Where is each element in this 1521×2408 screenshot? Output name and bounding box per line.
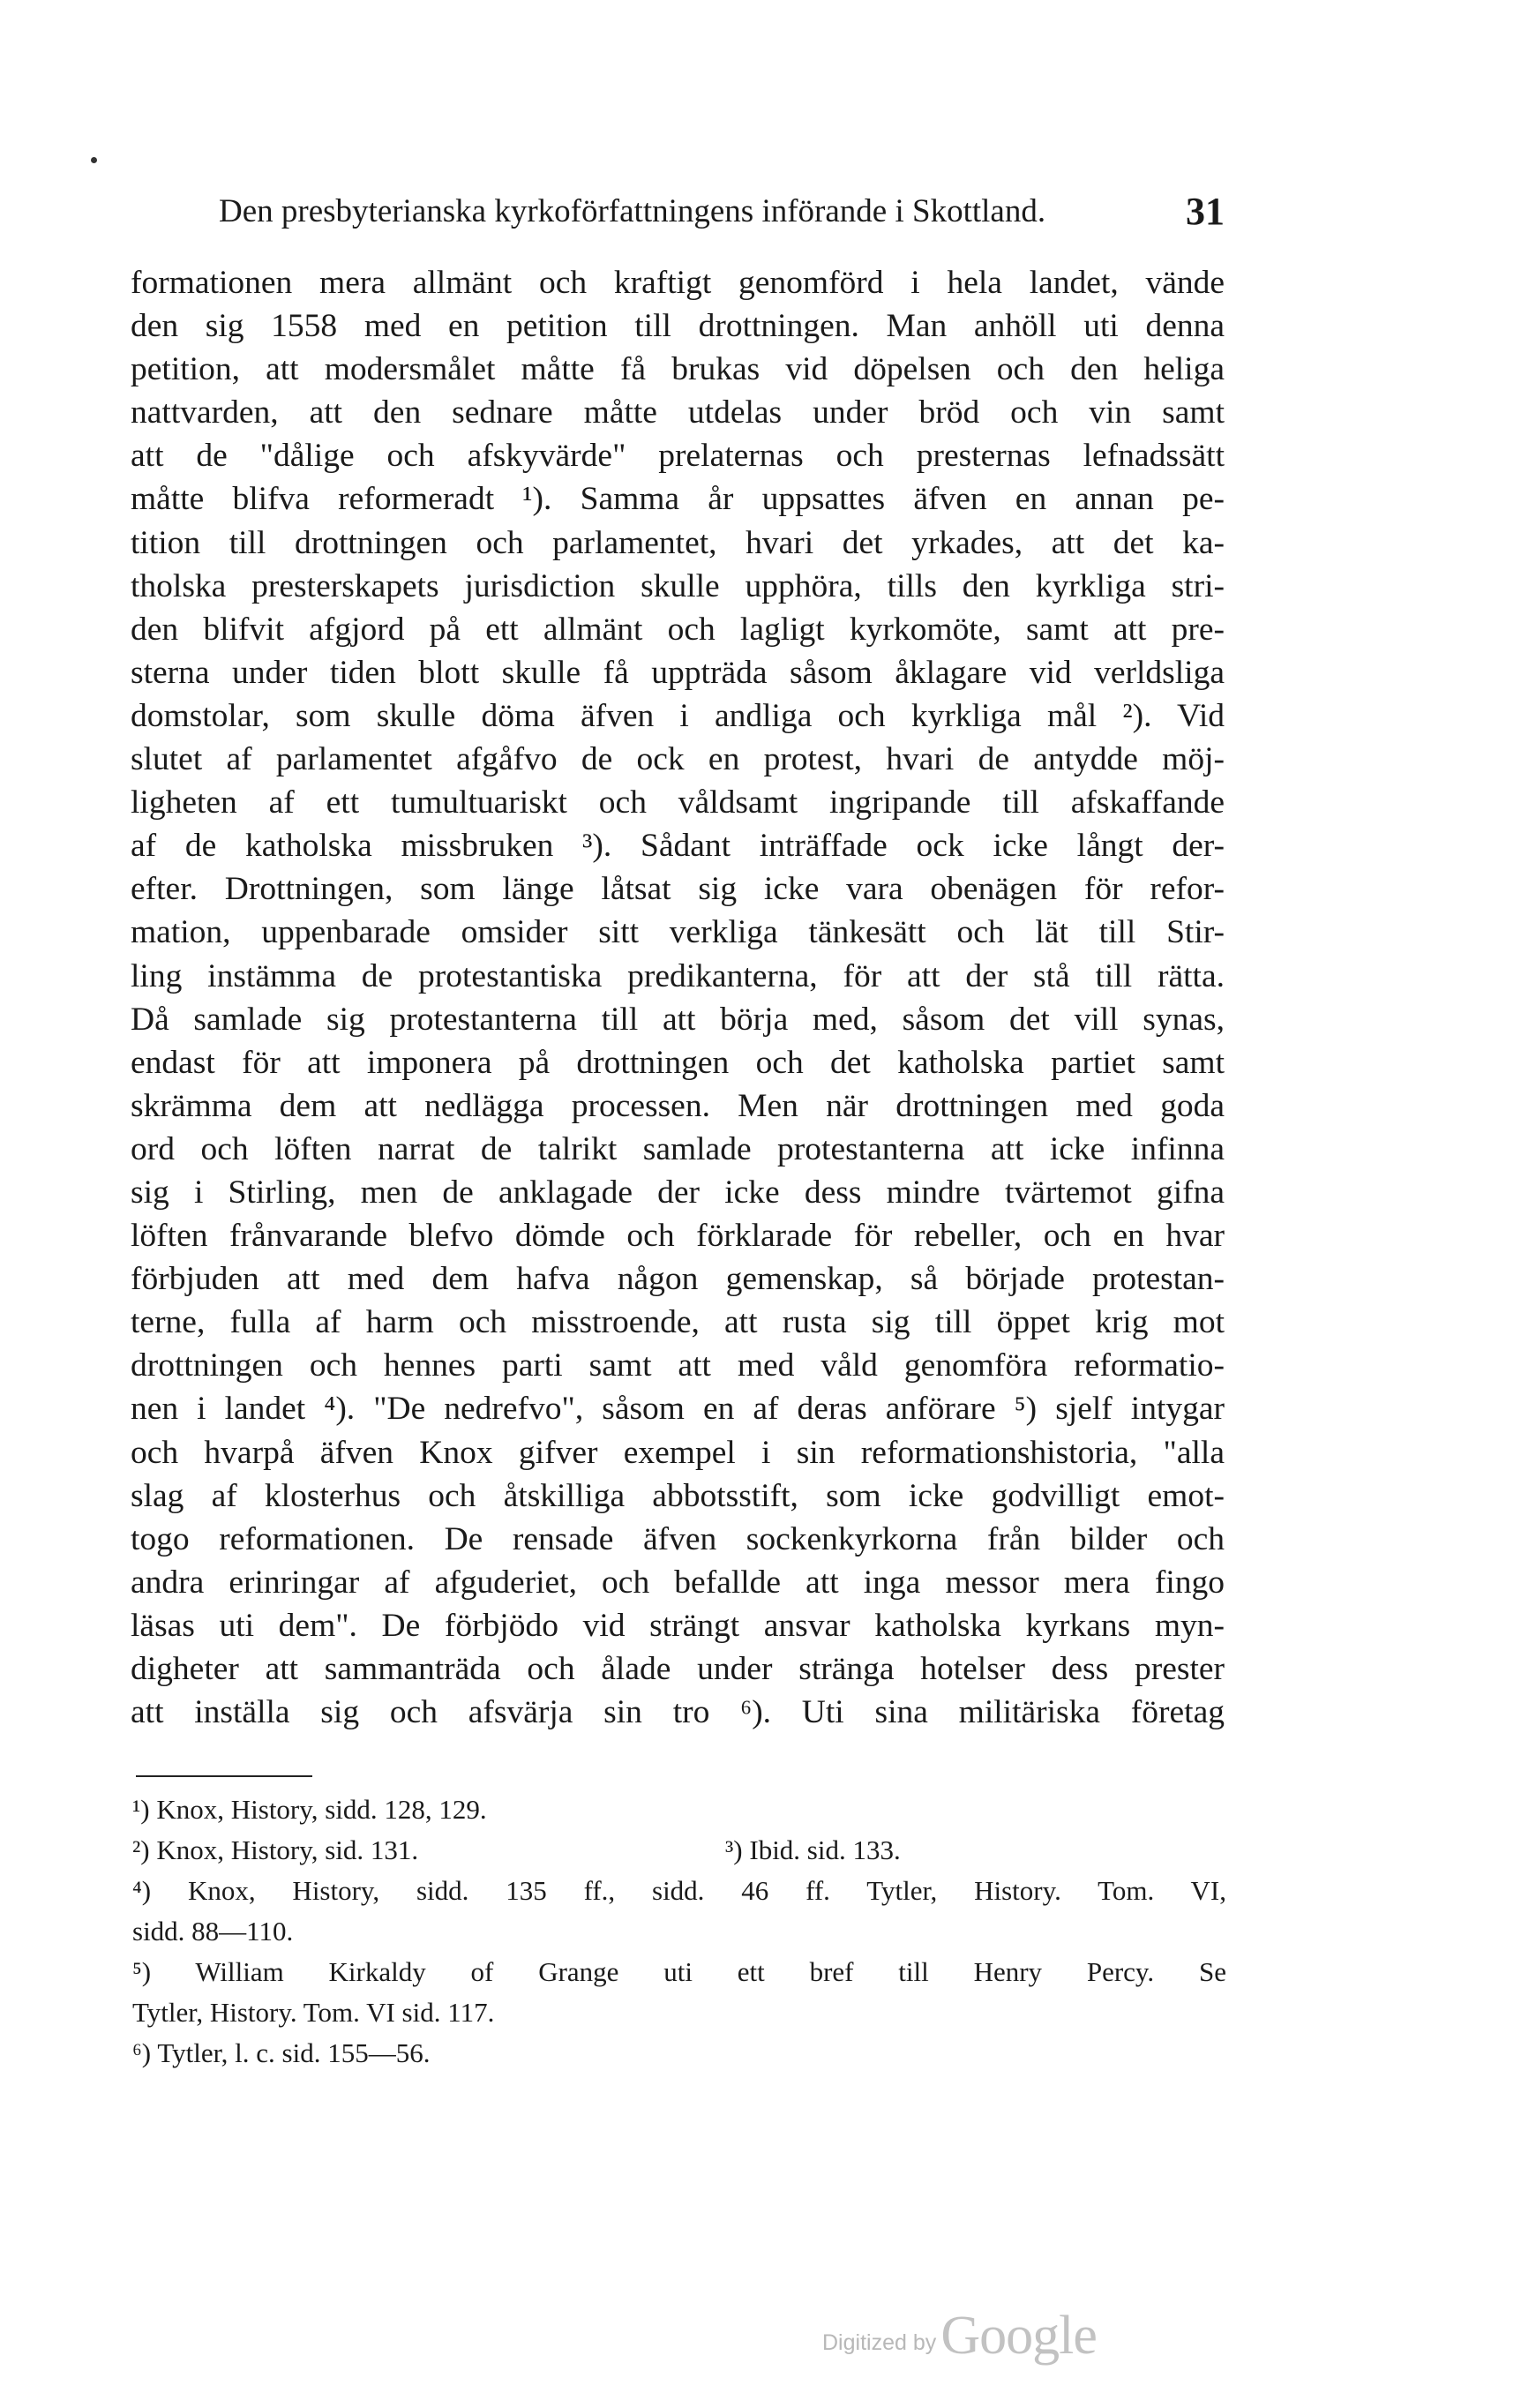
page-number: 31 [1186, 190, 1225, 233]
body-line: löften frånvarande blefvo dömde och förklarade för rebeller, och en hvar [131, 1218, 1225, 1255]
body-line: terne, fulla af harm och misstroende, att rusta sig till öppet krig mot [131, 1304, 1225, 1341]
body-line: digheter att sammanträda och ålade under stränga hotelser dess prester [131, 1651, 1225, 1687]
body-line: läsas uti dem". De förbjödo vid strängt ansvar katholska kyrkans myn- [131, 1607, 1225, 1644]
body-line: tholska presterskapets jurisdiction skulle upphöra, tills den kyrkliga stri- [131, 567, 1225, 604]
google-logo: Google [940, 2306, 1097, 2366]
body-line: sterna under tiden blott skulle få uppträda såsom åklagare vid verldsliga [131, 654, 1225, 691]
digitized-by-watermark [822, 2305, 1097, 2367]
body-line: sig i Stirling, men de anklagade der icke dess mindre tvärtemot gifna [131, 1174, 1225, 1211]
footnote-2-3 [132, 1830, 1226, 1871]
body-line: nattvarden, att den sednare måtte utdelas under bröd och vin samt [131, 394, 1225, 431]
body-line: domstolar, som skulle döma äfven i andliga och kyrkliga mål ²). Vid [131, 697, 1225, 734]
body-line: slutet af parlamentet afgåfvo de ock en protest, hvari de antydde möj- [131, 741, 1225, 778]
body-line: ling instämma de protestantiska predikanterna, för att der stå till rätta. [131, 957, 1225, 994]
body-line: nen i landet ⁴). "De nedrefvo", såsom en af deras anförare ⁵) sjelf intygar [131, 1391, 1225, 1428]
body-line: togo reformationen. De rensade äfven sockenkyrkorna från bilder och [131, 1520, 1225, 1557]
body-line: endast för att imponera på drottningen och det katholska partiet samt [131, 1044, 1225, 1081]
body-line: måtte blifva reformeradt ¹). Samma år uppsattes äfven en annan pe- [131, 481, 1225, 518]
body-line: förbjuden att med dem hafva någon gemenskap, så började protestan- [131, 1261, 1225, 1298]
body-line: formationen mera allmänt och kraftigt genomförd i hela landet, vände [131, 265, 1225, 301]
body-line: ord och löften narrat de talrikt samlade protestanterna att icke infinna [131, 1130, 1225, 1167]
footnote-5-line-1: ⁵) William Kirkaldy of Grange uti ett bref till Henry Percy. Se [132, 1956, 1226, 1987]
body-line: Då samlade sig protestanterna till att börja med, såsom det vill synas, [131, 1001, 1225, 1038]
footnote-4-line-1: ⁴) Knox, History, sidd. 135 ff., sidd. 46 ff. Tytler, History. Tom. VI, [132, 1875, 1226, 1906]
body-line: mation, uppenbarade omsider sitt verkliga tänkesätt och lät till Stir- [131, 914, 1225, 951]
footnote-1: ¹) Knox, History, sidd. 128, 129. [132, 1794, 487, 1825]
footnote-2: ²) Knox, History, sid. 131. [132, 1834, 419, 1865]
body-line: att inställa sig och afsvärja sin tro ⁶). Uti sina militäriska företag [131, 1694, 1225, 1731]
running-title: Den presbyterianska kyrkoförfattningens införande i Skottland. [219, 193, 1046, 229]
body-line: andra erinringar af afguderiet, och befallde att inga messor mera fingo [131, 1564, 1225, 1601]
body-text [131, 261, 1225, 1734]
body-line: den blifvit afgjord på ett allmänt och lagligt kyrkomöte, samt att pre- [131, 611, 1225, 648]
body-line: slag af klosterhus och åtskilliga abbotsstift, som icke godvilligt emot- [131, 1477, 1225, 1514]
body-line: och hvarpå äfven Knox gifver exempel i sin reformationshistoria, "alla [131, 1434, 1225, 1471]
body-line: petition, att modersmålet måtte få brukas vid döpelsen och den heliga [131, 351, 1225, 388]
footnote-5-line-2: Tytler, History. Tom. VI sid. 117. [132, 1997, 495, 2028]
footnotes [132, 1789, 1226, 2074]
body-line: af de katholska missbruken ³). Sådant inträffade ock icke långt der- [131, 828, 1225, 865]
body-line: drottningen och hennes parti samt att med våld genomföra reformatio- [131, 1347, 1225, 1384]
speck-mark [91, 157, 97, 163]
watermark-prefix: Digitized by [822, 2330, 937, 2355]
body-line: skrämma dem att nedlägga processen. Men när drottningen med goda [131, 1087, 1225, 1124]
body-line: tition till drottningen och parlamentet, hvari det yrkades, att det ka- [131, 524, 1225, 561]
footnote-6: ⁶) Tytler, l. c. sid. 155—56. [132, 2037, 431, 2068]
body-line: den sig 1558 med en petition till drottningen. Man anhöll uti denna [131, 308, 1225, 345]
body-line: ligheten af ett tumultuariskt och våldsamt ingripande till afskaffande [131, 784, 1225, 821]
footnote-divider [136, 1775, 312, 1777]
footnote-3: ³) Ibid. sid. 133. [725, 1834, 901, 1865]
running-header [219, 192, 1225, 245]
body-line: efter. Drottningen, som länge låtsat sig icke vara obenägen för refor- [131, 871, 1225, 908]
body-line: att de "dålige och afskyvärde" prelaternas och presternas lefnadssätt [131, 438, 1225, 475]
footnote-4-line-2: sidd. 88—110. [132, 1916, 294, 1947]
